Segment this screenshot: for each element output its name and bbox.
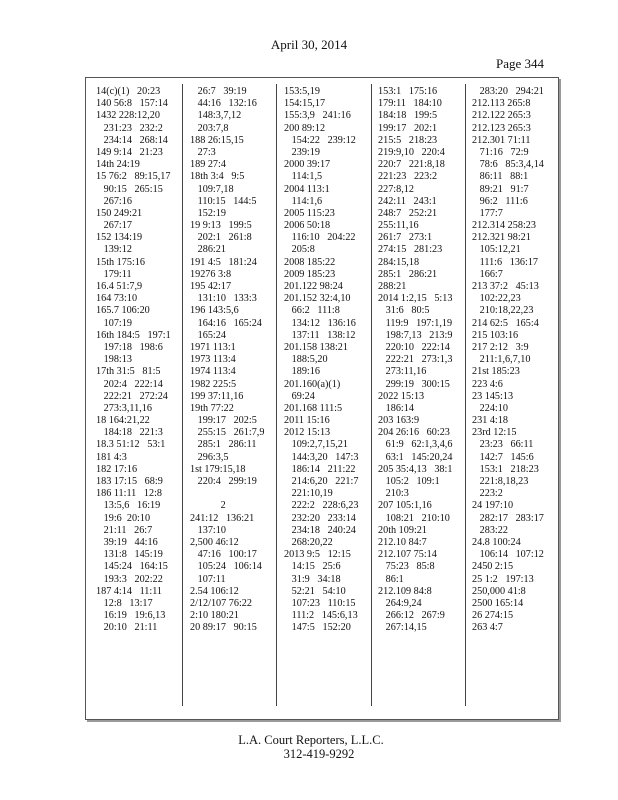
index-entry: 39:19 44:16 [96, 536, 158, 548]
index-entry: 201.158 138:21 [284, 341, 348, 353]
index-entry: 188:5,20 [284, 354, 328, 366]
index-entry: 14:15 25:6 [284, 561, 341, 573]
index-entry: 152:19 [190, 207, 226, 219]
index-entry: 188 26:15,15 [190, 134, 244, 146]
index-column-3 [284, 86, 370, 634]
index-entry: 191 4:5 181:24 [190, 256, 257, 268]
index-entry: 215:5 218:23 [378, 134, 438, 146]
index-entry: 264:9,24 [378, 597, 422, 609]
index-entry: 150 249:21 [96, 207, 143, 219]
index-column-1 [96, 86, 181, 634]
index-entry: 220:4 299:19 [190, 476, 257, 487]
index-entry: 267:14,15 [378, 622, 427, 634]
index-column-2 [190, 86, 275, 634]
column-divider [182, 84, 183, 706]
index-entry: 131:10 133:3 [190, 293, 257, 305]
index-entry: 201.152 32:4,10 [284, 293, 351, 305]
index-entry: 19276 3:8 [190, 268, 232, 280]
index-entry: 13:5,6 16:19 [96, 500, 161, 512]
index-entry: 61:9 62:1,3,4,6 [378, 439, 453, 451]
index-entry: 1974 113:4 [190, 366, 236, 378]
index-entry: 2500 165:14 [472, 597, 524, 609]
index-entry: 217 2:12 3:9 [472, 341, 529, 353]
index-entry: 20:10 21:11 [96, 622, 158, 634]
index-entry: 177:7 [472, 207, 503, 219]
page-number: Page 344 [496, 56, 545, 71]
index-entry: 212.107 75:14 [378, 549, 437, 561]
index-entry: 66:2 111:8 [284, 305, 340, 317]
index-entry: 15th 175:16 [96, 256, 145, 268]
index-entry: 1982 225:5 [190, 378, 237, 390]
index-entry: 221:8,18,23 [472, 476, 529, 487]
index-entry: 2013 9:5 12:15 [284, 549, 351, 561]
index-entry: 183 17:15 68:9 [96, 476, 163, 487]
index-entry: 186:14 [378, 402, 414, 414]
index-entry [190, 488, 275, 500]
index-entry: 166:7 [472, 268, 503, 280]
index-entry: 31:6 80:5 [378, 305, 430, 317]
index-entry: 263 4:7 [472, 622, 503, 634]
index-entry: 23 145:13 [472, 390, 514, 402]
index-entry: 181 4:3 [96, 451, 127, 463]
index-entry: 182 17:16 [96, 463, 138, 475]
column-divider [371, 84, 372, 706]
index-entry: 296:3,5 [190, 451, 229, 463]
index-entry: 20th 109:21 [378, 524, 427, 536]
index-entry: 152 134:19 [96, 232, 143, 244]
index-entry: 273:3,11,16 [96, 402, 152, 414]
index-entry: 285:1 286:21 [378, 268, 438, 280]
index-entry: 16th 184:5 197:1 [96, 329, 171, 341]
index-entry: 227:8,12 [378, 183, 414, 195]
index-entry: 267:16 [96, 195, 132, 207]
index-entry: 286:21 [190, 244, 226, 256]
index-entry: 52:21 54:10 [284, 585, 346, 597]
index-entry: 2009 185:23 [284, 268, 336, 280]
index-entry: 109:7,18 [190, 183, 234, 195]
index-entry: 2006 50:18 [284, 220, 331, 232]
index-entry: 114:1,5 [284, 171, 323, 183]
index-entry: 196 143:5,6 [190, 305, 239, 317]
index-entry: 153:5,19 [284, 86, 320, 97]
index-entry: 215 103:16 [472, 329, 519, 341]
index-entry: 102:22,23 [472, 293, 521, 305]
index-entry: 2011 15:16 [284, 415, 330, 427]
index-entry: 2004 113:1 [284, 183, 330, 195]
index-entry: 210:3 [378, 488, 409, 500]
column-divider [276, 84, 277, 706]
index-entry: 184:18 199:5 [378, 110, 438, 122]
index-entry: 116:10 204:22 [284, 232, 356, 244]
index-entry: 12:8 13:17 [96, 597, 153, 609]
index-entry: 207 105:1,16 [378, 500, 432, 512]
index-entry: 19:6 20:10 [96, 512, 151, 524]
index-entry: 139:12 [96, 244, 132, 256]
index-entry: 86:11 88:1 [472, 171, 529, 183]
index-entry: 2014 1:2,15 5:13 [378, 293, 453, 305]
index-entry: 250,000 41:8 [472, 585, 526, 597]
index-entry: 144:3,20 147:3 [284, 451, 359, 463]
index-entry: 261:7 273:1 [378, 232, 433, 244]
index-entry: 223 4:6 [472, 378, 503, 390]
index-entry: 201.160(a)(1) [284, 378, 341, 390]
index-entry: 111:2 145:6,13 [284, 610, 358, 622]
index-entry: 24 197:10 [472, 500, 514, 512]
index-entry: 110:15 144:5 [190, 195, 257, 207]
index-entry: 2008 185:22 [284, 256, 336, 268]
index-entry: 2:10 180:21 [190, 610, 239, 622]
index-entry: 198:13 [96, 354, 132, 366]
page-date: April 30, 2014 [270, 37, 348, 52]
index-entry: 1432 228:12,20 [96, 110, 160, 122]
index-entry: 19 9:13 199:5 [190, 220, 252, 232]
index-entry: 201.122 98:24 [284, 281, 343, 292]
index-entry: 2/12/107 76:22 [190, 597, 252, 609]
index-entry: 71:16 72:9 [472, 146, 529, 158]
index-entry: 78:6 85:3,4,14 [472, 159, 544, 171]
index-entry: 214 62:5 165:4 [472, 317, 539, 329]
index-entry: 153:1 218:23 [472, 463, 539, 475]
index-entry: 273:11,16 [378, 366, 427, 378]
index-entry: 221:10,19 [284, 488, 333, 500]
footer-company: L.A. Court Reporters, L.L.C. [238, 733, 384, 747]
index-entry: 90:15 265:15 [96, 183, 163, 195]
index-entry: 107:19 [96, 317, 132, 329]
index-entry: 26 274:15 [472, 610, 514, 622]
index-entry: 187 4:14 11:11 [96, 585, 163, 597]
index-entry: 239:19 [284, 146, 320, 158]
index-entry: 119:9 197:1,19 [378, 317, 453, 329]
index-entry: 186:14 211:22 [284, 463, 356, 475]
index-entry: 241:12 136:21 [190, 512, 255, 524]
index-entry: 106:14 107:12 [472, 549, 544, 561]
index-entry: 212.314 258:23 [472, 220, 536, 232]
index-entry: 186 11:11 12:8 [96, 488, 163, 500]
index-entry: 179:11 184:10 [378, 98, 442, 110]
index-entry: 198:7,13 213:9 [378, 329, 453, 341]
index-entry: 267:17 [96, 220, 132, 232]
index-entry: 212.301 71:11 [472, 134, 531, 146]
index-entry: 23:23 66:11 [472, 439, 534, 451]
index-entry: 255:11,16 [378, 220, 419, 232]
index-entry: 201.168 111:5 [284, 402, 343, 414]
index-entry: 213 37:2 45:13 [472, 281, 539, 292]
index-entry: 222:21 273:1,3 [378, 354, 453, 366]
index-entry: 199 37:11,16 [190, 390, 244, 402]
index-entry: 86:1 [378, 573, 404, 585]
index-entry: 2 [190, 500, 226, 512]
column-divider [465, 84, 466, 706]
index-entry: 105:12,21 [472, 244, 521, 256]
index-entry: 147:5 152:20 [284, 622, 351, 634]
index-entry: 283:22 [472, 524, 508, 536]
index-entry: 200 89:12 [284, 122, 326, 134]
index-entry: 165:24 [190, 329, 226, 341]
index-entry: 212.122 265:3 [472, 110, 531, 122]
index-entry: 220:7 221:8,18 [378, 159, 445, 171]
index-entry: 134:12 136:16 [284, 317, 356, 329]
index-entry: 107:23 110:15 [284, 597, 356, 609]
index-entry: 2,500 46:12 [190, 536, 239, 548]
index-entry: 26:7 39:19 [190, 86, 247, 97]
index-entry: 2450 2:15 [472, 561, 514, 573]
index-entry: 274:15 281:23 [378, 244, 443, 256]
index-entry: 75:23 85:8 [378, 561, 435, 573]
index-entry: 164 73:10 [96, 293, 138, 305]
index-entry: 189 27:4 [190, 159, 226, 171]
index-entry: 234:18 240:24 [284, 524, 356, 536]
footer-phone: 312-419-9292 [283, 747, 355, 761]
index-entry: 16:19 19:6,13 [96, 610, 166, 622]
index-entry: 154:22 239:12 [284, 134, 356, 146]
index-entry: 155:3,9 241:16 [284, 110, 351, 122]
index-entry: 266:12 267:9 [378, 610, 445, 622]
index-entry: 105:2 109:1 [378, 476, 440, 487]
index-entry: 195 42:17 [190, 281, 232, 292]
index-entry: 221:23 223:2 [378, 171, 438, 183]
index-entry: 205:8 [284, 244, 315, 256]
index-entry: 268:20,22 [284, 536, 333, 548]
index-entry: 212.113 265:8 [472, 98, 531, 110]
index-entry: 107:11 [190, 573, 226, 585]
index-entry: 153:1 175:16 [378, 86, 438, 97]
index-entry: 285:1 286:11 [190, 439, 257, 451]
index-entry: 199:17 202:1 [378, 122, 438, 134]
index-entry: 2000 39:17 [284, 159, 331, 171]
index-entry: 288:21 [378, 281, 407, 292]
index-entry: 255:15 261:7,9 [190, 427, 265, 439]
index-entry: 231:23 232:2 [96, 122, 163, 134]
index-entry: 149 9:14 21:23 [96, 146, 163, 158]
index-entry: 204 26:16 60:23 [378, 427, 450, 439]
index-column-5 [472, 86, 558, 634]
index-entry: 222:21 272:24 [96, 390, 168, 402]
index-entry: 212.10 84:7 [378, 536, 427, 548]
index-entry: 44:16 132:16 [190, 98, 257, 110]
index-entry: 63:1 145:20,24 [378, 451, 453, 463]
index-entry: 137:10 [190, 524, 226, 536]
index-entry: 2005 115:23 [284, 207, 335, 219]
index-entry: 283:20 294:21 [472, 86, 544, 97]
index-entry: 199:17 202:5 [190, 415, 257, 427]
index-entry: 24.8 100:24 [472, 536, 521, 548]
index-entry: 202:1 261:8 [190, 232, 252, 244]
index-entry: 23rd 12:15 [472, 427, 517, 439]
index-entry: 21st 185:23 [472, 366, 520, 378]
index-entry: 16.4 51:7,9 [96, 281, 143, 292]
index-entry: 145:24 164:15 [96, 561, 168, 573]
index-entry: 69:24 [284, 390, 315, 402]
index-entry: 205 35:4,13 38:1 [378, 463, 453, 475]
index-entry: 164:16 165:24 [190, 317, 262, 329]
index-entry: 222:2 228:6,23 [284, 500, 359, 512]
index-entry: 189:16 [284, 366, 320, 378]
index-entry: 202:4 222:14 [96, 378, 163, 390]
index-entry: 20 89:17 90:15 [190, 622, 257, 634]
index-entry: 1st 179:15,18 [190, 463, 246, 475]
index-entry: 111:6 136:17 [472, 256, 539, 268]
index-entry: 165.7 106:20 [96, 305, 150, 317]
index-entry: 114:1,6 [284, 195, 323, 207]
index-entry: 282:17 283:17 [472, 512, 544, 524]
index-entry: 105:24 106:14 [190, 561, 262, 573]
index-entry: 1971 113:1 [190, 341, 236, 353]
index-entry: 248:7 252:21 [378, 207, 438, 219]
index-entry: 284:15,18 [378, 256, 420, 268]
index-entry: 14th 24:19 [96, 159, 140, 171]
index-entry: 109:2,7,15,21 [284, 439, 348, 451]
index-entry: 210:18,22,23 [472, 305, 534, 317]
index-entry: 96:2 111:6 [472, 195, 528, 207]
index-entry: 214:6,20 221:7 [284, 476, 359, 487]
index-entry: 19th 77:22 [190, 402, 234, 414]
index-entry: 14(c)(1) 20:23 [96, 86, 161, 97]
index-entry: 108:21 210:10 [378, 512, 450, 524]
index-entry: 21:11 26:7 [96, 524, 153, 536]
index-column-4 [378, 86, 464, 634]
index-entry: 197:18 198:6 [96, 341, 163, 353]
index-entry: 131:8 145:19 [96, 549, 163, 561]
index-entry: 2.54 106:12 [190, 585, 239, 597]
index-entry: 212.109 84:8 [378, 585, 432, 597]
index-entry: 224:10 [472, 402, 508, 414]
index-entry: 184:18 221:3 [96, 427, 163, 439]
index-entry: 2012 15:13 [284, 427, 331, 439]
index-entry: 223:2 [472, 488, 503, 500]
index-entry: 18.3 51:12 53:1 [96, 439, 166, 451]
index-entry: 25 1:2 197:13 [472, 573, 534, 585]
index-entry: 140 56:8 157:14 [96, 98, 168, 110]
index-entry: 31:9 34:18 [284, 573, 341, 585]
index-entry: 203 163:9 [378, 415, 420, 427]
index-entry: 2022 15:13 [378, 390, 425, 402]
index-entry: 89:21 91:7 [472, 183, 529, 195]
index-entry: 212.321 98:21 [472, 232, 531, 244]
index-entry: 203:7,8 [190, 122, 229, 134]
index-entry: 242:11 243:1 [378, 195, 437, 207]
index-entry: 193:3 202:22 [96, 573, 163, 585]
index-entry: 1973 113:4 [190, 354, 236, 366]
index-entry: 299:19 300:15 [378, 378, 450, 390]
index-entry: 137:11 138:12 [284, 329, 356, 341]
index-entry: 220:10 222:14 [378, 341, 450, 353]
index-entry: 234:14 268:14 [96, 134, 168, 146]
index-entry: 231 4:18 [472, 415, 508, 427]
index-entry: 154:15,17 [284, 98, 326, 110]
index-entry: 212.123 265:3 [472, 122, 531, 134]
index-entry: 148:3,7,12 [190, 110, 242, 122]
index-entry: 47:16 100:17 [190, 549, 257, 561]
index-entry: 27:3 [190, 146, 216, 158]
index-entry: 15 76:2 89:15,17 [96, 171, 171, 183]
index-entry: 219:9,10 220:4 [378, 146, 445, 158]
index-entry: 142:7 145:6 [472, 451, 534, 463]
index-entry: 18th 3:4 9:5 [190, 171, 245, 183]
index-entry: 211:1,6,7,10 [472, 354, 531, 366]
index-entry: 179:11 [96, 268, 132, 280]
index-entry: 18 164:21,22 [96, 415, 150, 427]
index-entry: 17th 31:5 81:5 [96, 366, 161, 378]
index-entry: 232:20 233:14 [284, 512, 356, 524]
